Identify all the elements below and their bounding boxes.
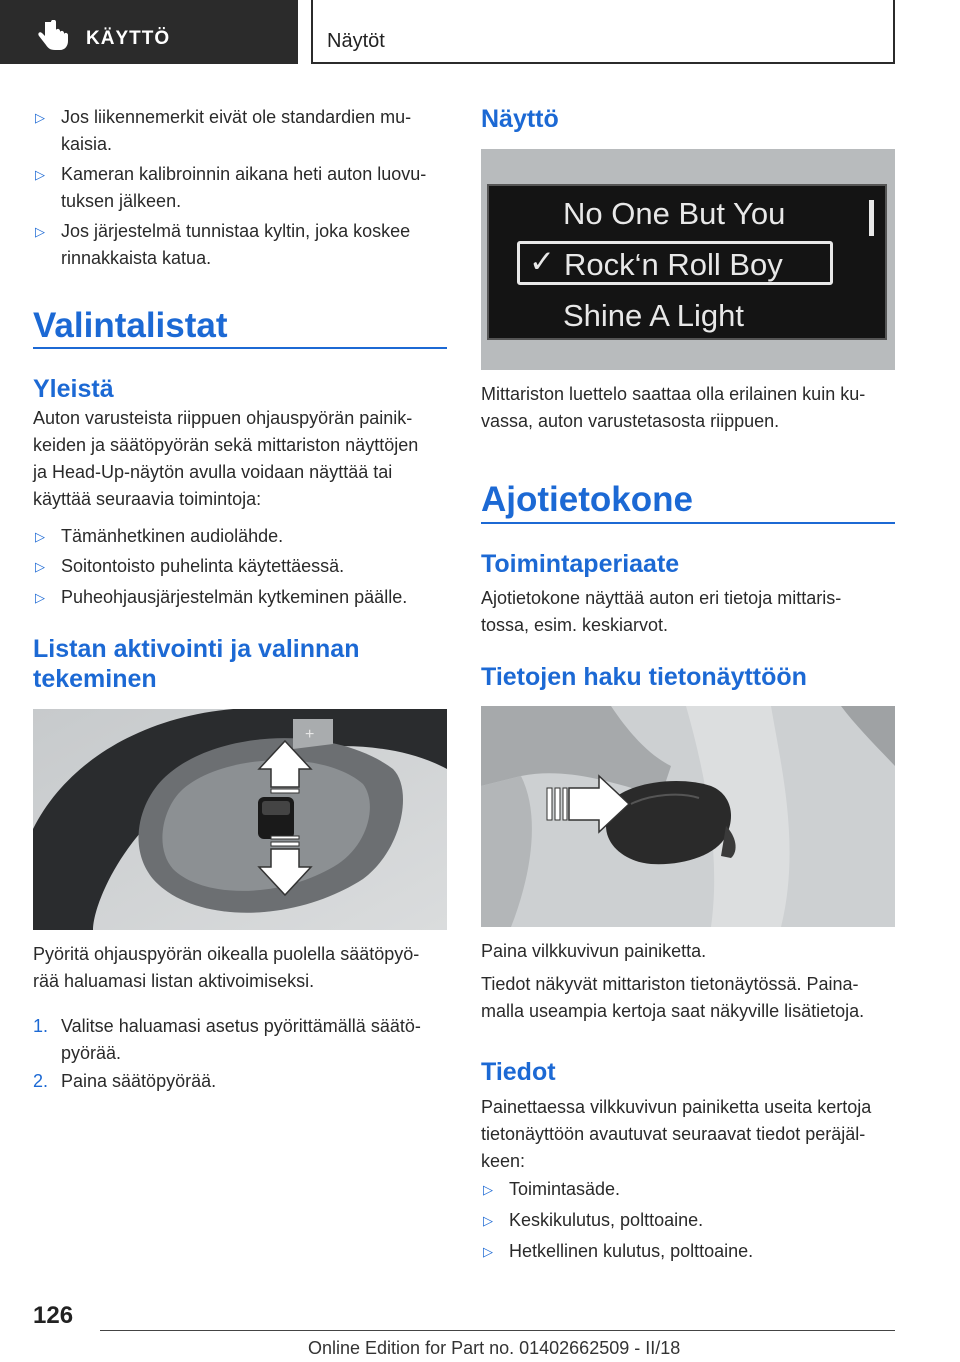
display-caption: Mittariston luettelo saattaa olla erilainen kuin ku- vassa, auton varustetasosta riippuen. <box>481 384 866 431</box>
step-number: 2. <box>33 1071 49 1091</box>
footer-rule <box>100 1330 895 1331</box>
list-item: ▷ Soitontoisto puhelinta käytettäessä. <box>33 553 447 580</box>
footer-edition: Online Edition for Part no. 01402662509 - II/18 <box>308 1338 681 1358</box>
step-item: 2. Paina säätöpyörää. <box>33 1068 447 1095</box>
step-item: 1. Valitse haluamasi asetus pyörittämällä säätö- pyörää. <box>33 1013 447 1067</box>
bullet-triangle-icon: ▷ <box>35 559 45 574</box>
bullet-triangle-icon: ▷ <box>35 529 45 544</box>
info-paragraph: Painettaessa vilkkuvivun painiketta useita kertoja tietonäyttöön avautuvat seuraavat tiedot peräjäl- keen: <box>481 1097 872 1171</box>
heading-general: Yleistä <box>33 375 114 403</box>
list-item: ▷ Jos järjestelmä tunnistaa kyltin, joka koskee rinnakkaista katua. <box>33 218 447 272</box>
heading-rule <box>481 522 895 524</box>
list-item: ▷ Kameran kalibroinnin aikana heti auton luovu- tuksen jälkeen. <box>33 161 447 215</box>
bullet-triangle-icon: ▷ <box>483 1244 493 1259</box>
heading-ajotietokone: Ajotietokone <box>481 480 693 519</box>
heading-info: Tiedot <box>481 1058 556 1086</box>
heading-fetch: Tietojen haku tietonäyttöön <box>481 663 807 691</box>
scrollbar-indicator <box>869 200 874 236</box>
steering-wheel-figure <box>33 709 447 930</box>
wheel-caption: Pyöritä ohjauspyörän oikealla puolella säätöpyö- rää haluamasi listan aktivoimiseksi. <box>33 944 420 991</box>
heading-activate: Listan aktivointi ja valinnan tekeminen <box>33 635 360 693</box>
heading-display: Näyttö <box>481 105 559 133</box>
heading-valintalistat: Valintalistat <box>33 306 228 345</box>
section-tab <box>0 0 298 64</box>
heading-principle: Toimintaperiaate <box>481 550 680 578</box>
display-item: No One But You <box>563 196 786 231</box>
principle-paragraph: Ajotietokone näyttää auton eri tietoja mittaris- tossa, esim. keskiarvot. <box>481 588 842 635</box>
bullet-triangle-icon: ▷ <box>483 1213 493 1228</box>
list-item: ▷ Puheohjausjärjestelmän kytkeminen päälle. <box>33 584 447 611</box>
section-title: KÄYTTÖ <box>86 28 171 49</box>
display-figure <box>481 149 895 370</box>
instrument-display <box>487 184 887 340</box>
display-item: Shine A Light <box>563 298 744 333</box>
turn-signal-lever-illustration <box>481 706 895 927</box>
list-item: ▷ Jos liikennemerkit eivät ole standardien mu- kaisia. <box>33 104 447 158</box>
chapter-tab <box>311 0 895 64</box>
bullet-triangle-icon: ▷ <box>483 1182 493 1197</box>
bullet-triangle-icon: ▷ <box>35 224 45 239</box>
list-item: ▷ Tämänhetkinen audiolähde. <box>33 523 447 550</box>
bullet-triangle-icon: ▷ <box>35 167 45 182</box>
chapter-title: Näytöt <box>327 30 385 52</box>
general-paragraph: Auton varusteista riippuen ohjauspyörän painik- keiden ja säätöpyörän sekä mittariston näyttöjen ja Head-Up-näytön avulla voidaan näyttää tai käyttää seuraavia toimintoja: <box>33 408 419 509</box>
list-item: ▷ Keskikulutus, polttoaine. <box>481 1207 895 1234</box>
fetch-paragraph: Paina vilkkuvivun painiketta. Tiedot näkyvät mittariston tietonäytössä. Paina- malla useampia kertoja saat näkyville lisätietoja. <box>481 941 865 1021</box>
list-item: ▷ Toimintasäde. <box>481 1176 895 1203</box>
steering-wheel-illustration <box>33 709 447 930</box>
check-mark-icon: ✓ <box>529 244 555 279</box>
heading-rule <box>33 347 447 349</box>
list-item: ▷ Hetkellinen kulutus, polttoaine. <box>481 1238 895 1265</box>
lever-figure <box>481 706 895 927</box>
hand-pointer-icon <box>36 20 70 52</box>
svg-text:+: + <box>305 726 315 743</box>
bullet-triangle-icon: ▷ <box>35 590 45 605</box>
display-item-selected: Rock‘n Roll Boy <box>564 247 783 282</box>
bullet-triangle-icon: ▷ <box>35 110 45 125</box>
page-number: 126 <box>33 1302 74 1329</box>
step-number: 1. <box>33 1016 49 1036</box>
